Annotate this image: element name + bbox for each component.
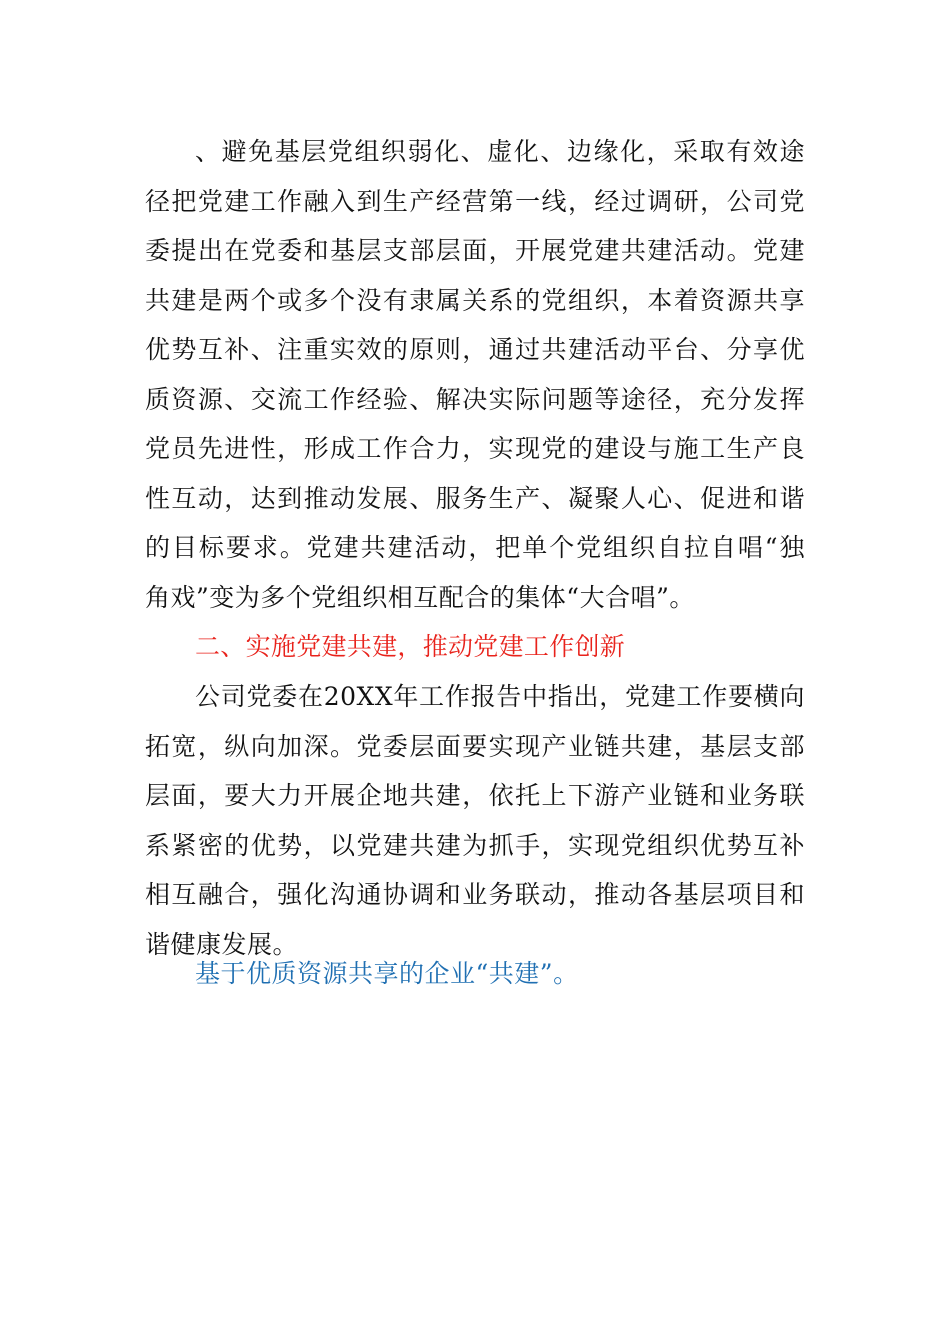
paragraph-line: 公司党委在20XX年工作报告中指出，党建工作要横向 bbox=[195, 682, 805, 711]
paragraph-line: 谐健康发展。 bbox=[145, 929, 299, 959]
section-heading: 二、实施党建共建，推动党建工作创新 bbox=[195, 632, 626, 661]
paragraph-line: 党员先进性，形成工作合力，实现党的建设与施工生产良 bbox=[145, 434, 805, 463]
paragraph-line: 层面，要大力开展企地共建，依托上下游产业链和业务联 bbox=[145, 781, 805, 810]
paragraph-line: 相互融合，强化沟通协调和业务联动，推动各基层项目和 bbox=[145, 880, 805, 909]
paragraph-line: 质资源、交流工作经验、解决实际问题等途径，充分发挥 bbox=[145, 384, 805, 414]
paragraph-line: 委提出在党委和基层支部层面，开展党建共建活动。党建 bbox=[145, 236, 805, 265]
paragraph-line: 系紧密的优势，以党建共建为抓手，实现党组织优势互补 bbox=[145, 830, 805, 860]
paragraph-line: 性互动，达到推动发展、服务生产、凝聚人心、促进和谐 bbox=[145, 483, 805, 513]
paragraph-1 bbox=[145, 127, 805, 622]
paragraph-line: 共建是两个或多个没有隶属关系的党组织，本着资源共享 bbox=[145, 285, 805, 315]
paragraph-line: 径把党建工作融入到生产经营第一线，经过调研，公司党 bbox=[145, 186, 805, 216]
paragraph-line: 拓宽，纵向加深。党委层面要实现产业链共建，基层支部 bbox=[145, 731, 805, 761]
paragraph-line: 、避免基层党组织弱化、虚化、边缘化，采取有效途 bbox=[195, 137, 805, 166]
paragraph-line: 角戏”变为多个党组织相互配合的集体“大合唱”。 bbox=[145, 582, 695, 612]
paragraph-line: 的目标要求。党建共建活动，把单个党组织自拉自唱“独 bbox=[145, 533, 805, 562]
subheading: 基于优质资源共享的企业“共建”。 bbox=[195, 959, 579, 988]
paragraph-line: 优势互补、注重实效的原则，通过共建活动平台、分享优 bbox=[145, 335, 805, 364]
paragraph-2 bbox=[145, 672, 805, 969]
